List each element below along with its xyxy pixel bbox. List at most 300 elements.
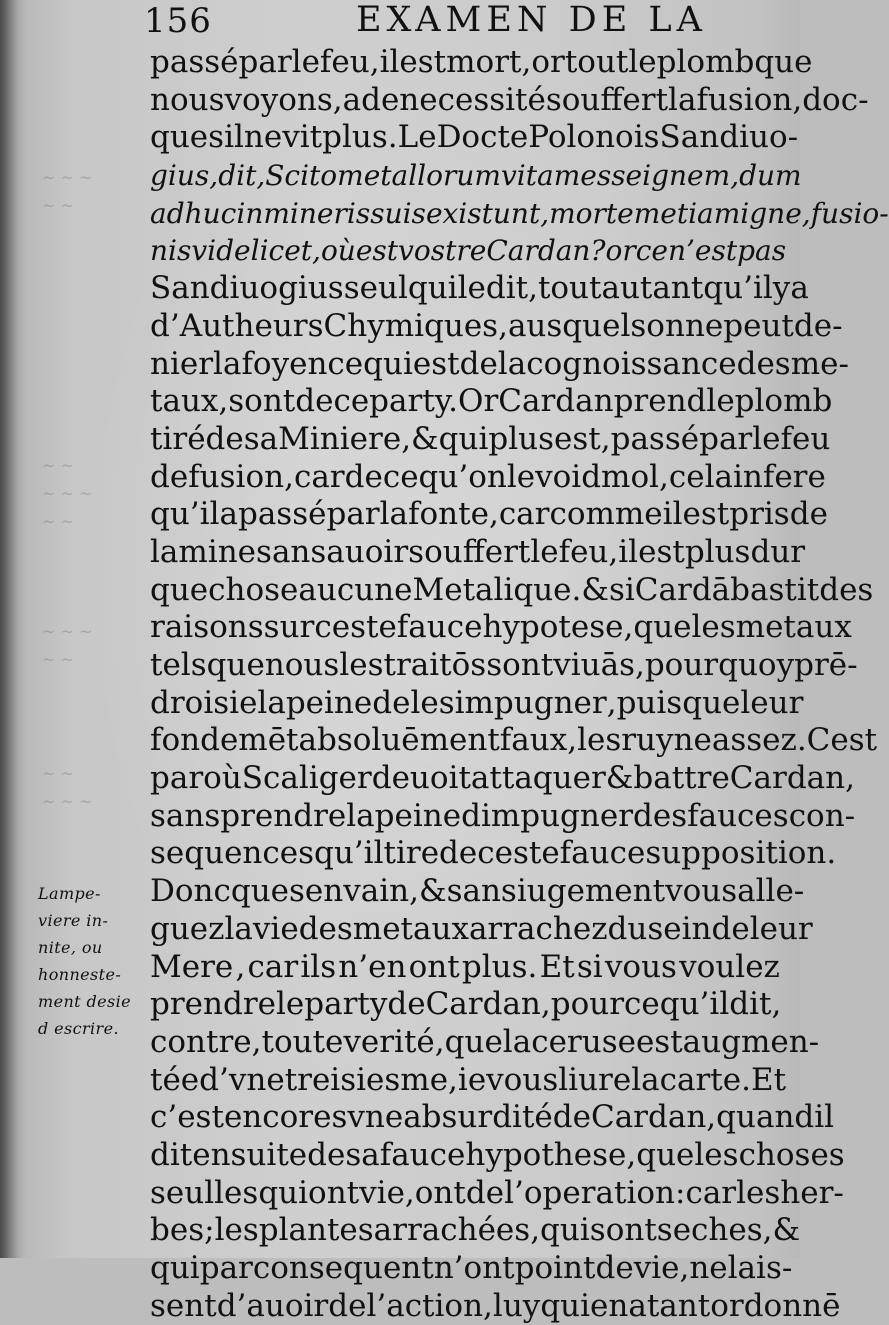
text-word: Et: [539, 948, 575, 985]
text-word: sequences: [150, 835, 314, 872]
text-line: [150, 458, 826, 497]
text-line: [150, 270, 809, 308]
text-word: tant: [646, 1287, 711, 1324]
text-word: deuoit: [371, 760, 471, 797]
text-line: [150, 1136, 845, 1175]
text-word: d’Autheurs: [150, 307, 324, 344]
text-word: sont: [228, 383, 296, 420]
text-line: [150, 44, 813, 82]
text-word: absurdité: [403, 1099, 553, 1136]
text-word: n’ont: [433, 1250, 515, 1286]
text-word: le: [530, 533, 559, 570]
text-word: les: [410, 684, 455, 721]
text-word: tée: [150, 1061, 200, 1098]
text-word: souffert: [545, 81, 669, 118]
text-line: [150, 722, 878, 760]
text-word: sans: [150, 797, 221, 834]
text-word: de: [439, 835, 478, 872]
text-word: il: [814, 1099, 835, 1136]
margin-note: [38, 880, 150, 1042]
text-word: ont: [408, 948, 460, 985]
text-word: ie: [229, 684, 258, 721]
text-word: raisons: [150, 609, 264, 646]
text-word: ,: [528, 270, 538, 307]
text-word: qui: [150, 1250, 200, 1286]
text-line: [150, 345, 849, 384]
text-line: [150, 420, 831, 459]
text-word: pas: [737, 234, 787, 268]
body-text: [150, 44, 889, 1325]
text-word: ques: [150, 119, 225, 156]
text-word: fauce: [559, 835, 646, 872]
text-word: tiré: [150, 420, 206, 457]
text-word: ceruse: [531, 1023, 636, 1060]
bleed-through-marks: ~ ~ ~ ~ ~: [42, 764, 93, 811]
text-word: sont: [589, 1212, 657, 1249]
text-word: existunt,: [425, 196, 550, 230]
text-word: dit,: [218, 159, 266, 193]
text-word: la: [224, 910, 253, 947]
text-word: vit: [282, 119, 323, 156]
text-word: ausquels: [507, 307, 647, 344]
text-word: sont: [486, 647, 554, 683]
text-word: attaquer: [470, 760, 606, 797]
text-word: infere: [732, 458, 826, 495]
text-word: Cardan,: [729, 760, 855, 797]
text-word: impugner: [454, 684, 607, 721]
text-word: qu’il: [150, 496, 220, 533]
text-word: la: [346, 797, 375, 834]
text-word: sans: [446, 873, 517, 910]
text-line: [150, 873, 805, 911]
text-word: mine: [178, 533, 257, 570]
text-word: adhuc: [150, 196, 237, 230]
text-word: le: [506, 458, 536, 495]
text-word: en: [590, 1287, 629, 1324]
text-word: a: [628, 1287, 647, 1324]
text-word: peut: [723, 307, 794, 344]
text-word: comme: [549, 496, 663, 533]
text-word: des: [819, 571, 874, 608]
text-word: plantes: [258, 1212, 374, 1249]
text-word: de: [387, 986, 426, 1023]
text-word: par: [699, 420, 753, 457]
text-word: de: [372, 684, 411, 721]
text-word: Sandiuogius: [150, 270, 344, 307]
text-line: [150, 1099, 835, 1137]
text-line: [150, 910, 813, 949]
text-word: fusion,: [188, 458, 294, 495]
text-word: de: [150, 458, 189, 495]
text-word: gius,: [150, 159, 219, 193]
text-word: nis: [150, 234, 192, 268]
text-word: la: [631, 1061, 660, 1098]
text-word: &: [605, 760, 634, 797]
text-word: tout: [564, 44, 629, 80]
text-word: car: [498, 496, 550, 533]
bleed-through-marks: ~ ~ ~ ~ ~ ~ ~: [42, 456, 93, 531]
text-word: des: [736, 345, 791, 382]
text-word: hypotese: [482, 609, 624, 646]
text-word: fonte: [408, 496, 489, 533]
text-word: vie,ont: [359, 1174, 466, 1211]
text-word: les: [694, 1136, 739, 1173]
text-word: les: [736, 1174, 781, 1211]
text-word: mol,: [601, 458, 669, 495]
text-word: ils: [300, 948, 337, 985]
text-word: ,: [606, 684, 617, 721]
text-word: faux,: [499, 722, 578, 759]
text-word: vous: [604, 948, 677, 985]
text-word: de: [595, 1250, 634, 1286]
text-word: her-: [780, 1174, 844, 1211]
text-line: [150, 195, 889, 233]
text-word: hypothese: [465, 1136, 627, 1173]
text-word: Docte: [436, 119, 529, 156]
text-word: pource: [550, 986, 660, 1023]
text-word: prendre: [220, 797, 347, 834]
text-word: &: [772, 1212, 801, 1249]
text-word: l’action,: [366, 1287, 493, 1324]
text-line: [150, 383, 833, 421]
text-word: verité: [343, 1023, 435, 1060]
text-word: qui: [363, 345, 413, 382]
text-word: le: [275, 986, 305, 1023]
text-word: me-: [790, 345, 849, 382]
text-word: feu: [319, 44, 370, 80]
text-word: ,: [251, 1023, 262, 1060]
text-word: autant: [601, 270, 704, 307]
text-word: sent: [150, 1287, 217, 1324]
text-word: les: [691, 609, 736, 646]
page-number: 156: [144, 1, 212, 41]
text-word: Chymiques: [323, 307, 499, 344]
text-word: vne: [347, 1099, 404, 1136]
text-word: prē-: [794, 647, 858, 683]
text-word: feu: [780, 420, 831, 457]
text-word: mort: [446, 44, 522, 80]
text-word: ,: [679, 1250, 690, 1286]
text-word: car: [247, 948, 299, 985]
text-line: [150, 797, 856, 836]
text-word: les: [214, 1212, 259, 1249]
text-word: arrachées: [373, 1212, 531, 1249]
text-word: igne,: [740, 196, 811, 230]
text-word: en: [304, 873, 344, 910]
text-word: par: [150, 760, 204, 797]
text-word: c’est: [150, 1099, 224, 1136]
text-word: que: [754, 44, 813, 80]
text-word: vie: [633, 1250, 680, 1286]
text-word: prend: [613, 383, 707, 420]
margin-note-line: d escrire.: [38, 1019, 119, 1038]
text-word: liure: [558, 1061, 632, 1098]
text-word: tire: [383, 835, 440, 872]
text-line: [150, 760, 855, 798]
text-word: la: [502, 1023, 532, 1060]
text-line: [150, 949, 780, 987]
text-word: puis: [616, 684, 683, 721]
text-word: in: [236, 196, 264, 230]
text-word: y: [772, 270, 791, 307]
text-word: Mere: [150, 948, 234, 985]
text-word: d’vne: [199, 1061, 285, 1098]
text-word: la: [379, 496, 409, 533]
text-word: plus.: [461, 948, 538, 985]
text-word: on: [646, 307, 685, 344]
text-word: ie: [457, 1061, 487, 1098]
text-word: a: [790, 270, 809, 307]
text-word: de: [459, 345, 498, 382]
text-word: car: [685, 1174, 737, 1211]
text-word: voyons: [224, 81, 333, 118]
text-word: ne: [243, 119, 283, 156]
text-word: nier: [150, 345, 214, 382]
text-line: [150, 119, 799, 157]
text-word: encores: [223, 1099, 348, 1136]
text-word: toute: [261, 1023, 344, 1060]
text-word: metaux: [352, 910, 469, 947]
text-word: passé: [610, 420, 700, 457]
text-line: [150, 496, 828, 534]
text-line: [150, 232, 787, 270]
text-word: la: [150, 533, 179, 570]
text-word: Cardan: [425, 986, 541, 1023]
text-word: dit: [485, 270, 529, 307]
text-word: passé: [237, 496, 327, 533]
text-word: impugner: [480, 797, 634, 834]
text-word: ordonnē: [710, 1287, 841, 1324]
text-word: pris: [729, 496, 790, 533]
text-word: seul: [343, 270, 408, 307]
text-word: qui: [407, 270, 458, 307]
text-word: quand: [716, 1099, 815, 1136]
text-word: ignem: [642, 159, 731, 193]
text-word: sans: [256, 533, 327, 570]
text-word: il: [662, 496, 683, 533]
text-word: cognoissance: [526, 345, 737, 382]
text-word: lais-: [727, 1250, 793, 1286]
text-word: ,: [762, 1212, 773, 1249]
text-word: dur: [750, 533, 806, 570]
text-word: dit: [150, 1136, 193, 1173]
text-word: par: [199, 1250, 253, 1286]
text-line: [150, 157, 802, 195]
text-word: choses: [738, 1136, 845, 1173]
text-word: Cardan?: [486, 234, 606, 268]
text-word: void: [535, 458, 602, 495]
text-word: qu’il: [703, 270, 773, 307]
text-word: ,: [706, 1099, 717, 1136]
text-word: seches: [656, 1212, 763, 1249]
text-word: &: [418, 873, 447, 910]
text-word: de: [711, 910, 750, 947]
text-word: seulles: [150, 1174, 259, 1211]
text-word: fusion,: [696, 81, 803, 118]
text-word: plomb: [656, 44, 755, 80]
text-word: Cardan: [590, 1099, 707, 1136]
text-word: guez: [150, 910, 225, 947]
text-word: les: [339, 647, 384, 683]
text-word: aucune: [298, 571, 413, 608]
text-word: Doncques: [150, 873, 305, 910]
text-word: ,: [332, 81, 343, 118]
text-word: que: [682, 684, 741, 721]
text-word: arrachez: [468, 910, 608, 947]
text-word: bes: [150, 1212, 205, 1249]
text-word: consequent: [252, 1250, 434, 1286]
text-word: Cardan: [498, 383, 614, 420]
text-word: de: [552, 1099, 591, 1136]
text-word: carte.: [659, 1061, 751, 1098]
text-word: or: [605, 234, 636, 268]
text-word: ce: [333, 383, 370, 420]
text-word: qui: [258, 1174, 309, 1211]
text-word: mortem: [549, 196, 661, 230]
text-word: battre: [633, 760, 730, 797]
text-word: viuās,pourquoy: [553, 647, 795, 683]
text-word: de-: [793, 307, 843, 344]
text-word: necessité: [399, 81, 546, 118]
margin-note-line: honneste-: [38, 965, 122, 984]
text-word: peine: [374, 797, 462, 834]
text-word: fauce: [396, 609, 483, 646]
text-word: drois: [150, 684, 230, 721]
text-word: Le: [397, 119, 437, 156]
text-word: treisiesme: [284, 1061, 449, 1098]
text-word: ,: [488, 496, 499, 533]
text-word: Scito: [265, 159, 338, 193]
text-word: contre: [150, 1023, 252, 1060]
text-word: est: [412, 345, 460, 382]
text-word: vostre: [398, 234, 487, 268]
text-word: ,: [540, 986, 551, 1023]
text-word: plus.: [322, 119, 398, 156]
text-word: que: [636, 1136, 695, 1173]
text-word: nous: [150, 81, 225, 118]
text-word: or: [531, 44, 565, 80]
text-word: ,: [369, 44, 380, 80]
text-word: fondemēt: [150, 722, 299, 759]
text-word: nous: [264, 647, 340, 683]
text-word: n’en: [338, 948, 407, 985]
text-word: que: [150, 571, 209, 608]
page-header: [0, 0, 800, 44]
text-word: est,: [554, 420, 611, 457]
text-word: le: [628, 44, 657, 80]
text-word: plus: [488, 420, 555, 457]
text-word: auoir: [326, 533, 409, 570]
text-word: ,: [498, 307, 508, 344]
text-word: con-: [788, 797, 856, 834]
text-word: par: [326, 496, 380, 533]
text-word: metaux: [735, 609, 852, 646]
bleed-through-marks: ~ ~ ~ ~ ~: [42, 168, 93, 215]
text-word: ,: [312, 234, 321, 268]
gutter-shadow: [0, 0, 18, 1258]
text-word: qu’on: [418, 458, 507, 495]
text-word: ,: [448, 1061, 458, 1098]
text-word: doc-: [802, 81, 869, 118]
text-word: sur: [263, 609, 315, 646]
text-word: Metalique.&: [412, 571, 609, 608]
text-line: [150, 684, 804, 723]
text-line: [150, 533, 806, 572]
text-word: Scaliger: [241, 760, 372, 797]
text-word: ,: [235, 948, 246, 985]
text-word: de: [328, 1287, 367, 1324]
text-word: plus: [684, 533, 751, 570]
text-word: sa: [345, 1136, 380, 1173]
text-line: [150, 1250, 793, 1288]
text-word: la: [257, 684, 286, 721]
text-word: de: [307, 1136, 346, 1173]
text-word: d: [461, 797, 481, 834]
text-word: qui: [438, 420, 489, 457]
text-word: tout: [537, 270, 602, 307]
text-word: a: [342, 81, 362, 118]
text-word: ,: [623, 609, 634, 646]
text-word: vous: [665, 873, 738, 910]
text-word: est: [635, 1023, 683, 1060]
text-line: [150, 1174, 844, 1213]
text-word: :: [675, 1174, 686, 1211]
text-word: a: [219, 496, 238, 533]
text-word: tels: [150, 647, 207, 683]
text-word: la: [668, 81, 697, 118]
text-word: assez.C: [711, 722, 831, 759]
text-line: [150, 647, 858, 685]
text-line: [150, 571, 874, 610]
text-word: leur: [740, 684, 804, 721]
text-word: est: [399, 44, 447, 80]
text-word: metallorum: [337, 159, 501, 193]
text-word: de: [789, 496, 828, 533]
text-word: de: [465, 1174, 505, 1211]
text-word: de: [361, 81, 400, 118]
text-word: Miniere: [278, 420, 402, 457]
text-word: suite: [230, 1136, 308, 1173]
text-word: que: [444, 1023, 503, 1060]
text-word: le: [706, 383, 735, 420]
text-word: il: [618, 533, 639, 570]
text-word: il: [224, 119, 244, 156]
text-word: n’est: [668, 234, 738, 268]
text-word: de: [205, 420, 244, 457]
text-word: feu: [558, 533, 609, 570]
text-line: [150, 1023, 820, 1062]
text-word: luy: [492, 1287, 541, 1324]
text-word: ,: [730, 159, 740, 193]
text-line: [150, 1287, 841, 1325]
text-word: fauce: [379, 1136, 466, 1173]
text-word: ne: [689, 1250, 728, 1286]
text-word: où: [320, 234, 356, 268]
text-word: en: [289, 345, 328, 382]
text-word: en: [192, 1136, 231, 1173]
text-word: Polonois: [528, 119, 660, 156]
text-word: cela: [668, 458, 733, 495]
text-word: la: [497, 345, 527, 382]
text-word: ce: [382, 458, 419, 495]
text-word: vous: [486, 1061, 559, 1098]
text-line: [150, 835, 837, 873]
text-word: des: [298, 910, 353, 947]
text-word: prendre: [150, 986, 276, 1023]
text-word: du: [607, 910, 648, 947]
text-word: supposition.: [645, 835, 837, 872]
text-word: dum: [739, 159, 802, 193]
